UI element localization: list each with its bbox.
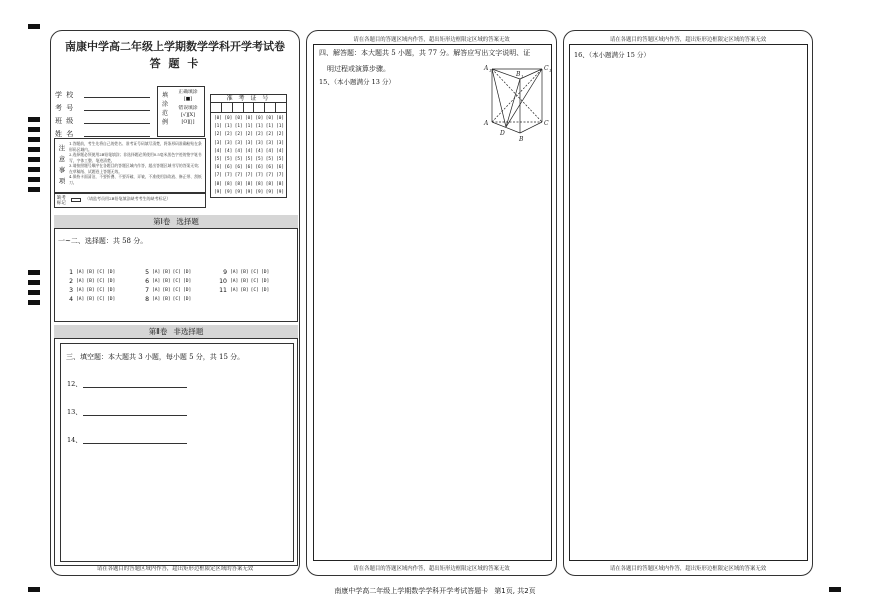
page-footer (0, 586, 870, 596)
digit-bubble[interactable]: [9] (255, 189, 264, 195)
section1-name: 选择题 (176, 217, 199, 226)
vertex-label-d: D (500, 130, 505, 137)
vertex-sub-c1: 1 (549, 68, 552, 73)
digit-bubble[interactable]: [1] (224, 124, 233, 130)
digit-bubble[interactable]: [1] (245, 124, 253, 130)
digit-bubble[interactable]: [2] (276, 132, 284, 138)
page-number: 第1页, 共2页 (494, 587, 536, 595)
digit-bubble[interactable]: [8] (214, 181, 222, 187)
digit-bubble[interactable]: [9] (224, 189, 233, 195)
fill-example-label: 填涂范例 (161, 92, 168, 126)
digit-bubble[interactable]: [3] (276, 140, 284, 146)
digit-bubble[interactable]: [4] (224, 148, 233, 154)
mc-question-number: 8 (145, 296, 149, 303)
mc-option-bubble[interactable]: [A] (152, 279, 161, 284)
card-title: 答 题 卡 (149, 57, 201, 70)
exam-title: 南康中学高二年级上学期数学学科开学考试卷 (65, 40, 285, 53)
mc-option-bubble[interactable]: [B] (162, 279, 171, 284)
mc-option-bubble[interactable]: [B] (162, 270, 171, 275)
digit-bubble[interactable]: [5] (234, 156, 243, 162)
mc-question-number: 9 (223, 269, 227, 276)
digit-bubble[interactable]: [0] (224, 116, 233, 121)
vertex-label-a1: A (484, 65, 489, 72)
vertex-sub-b1: 1 (521, 74, 524, 79)
digit-bubble[interactable]: [6] (224, 165, 233, 171)
vertex-label-b: B (519, 136, 524, 143)
mc-option-bubble[interactable]: [A] (230, 279, 239, 284)
digit-bubble[interactable]: [9] (245, 189, 253, 195)
digit-bubble[interactable]: [3] (224, 140, 233, 146)
section2-name: 非选择题 (173, 327, 204, 336)
digit-bubble[interactable]: [4] (214, 148, 222, 154)
digit-bubble[interactable]: [6] (214, 165, 222, 171)
note-line: 1.答题前，考生先将自己的姓名、准考证号码填写清楚，将条形码准确粘贴在条形码区域内。 (69, 141, 202, 152)
section1-part: 第Ⅰ卷 (153, 217, 171, 226)
mc-option-bubble[interactable]: [D] (106, 270, 116, 275)
mc-question-number: 10 (219, 278, 227, 285)
wrong-fill-mark: [O][|] (181, 120, 195, 125)
digit-bubble[interactable]: [4] (276, 148, 284, 154)
mc-option-bubble[interactable]: [D] (182, 297, 192, 302)
digit-bubble[interactable]: [7] (276, 173, 284, 179)
notes-label: 注意事项 (58, 144, 66, 185)
digit-bubble[interactable]: [2] (234, 132, 243, 138)
digit-bubble[interactable]: [4] (245, 148, 253, 154)
digit-bubble[interactable]: [0] (255, 116, 264, 121)
mc-option-bubble[interactable]: [D] (260, 270, 270, 275)
mc-option-bubble[interactable]: [C] (250, 279, 259, 284)
mc-option-bubble[interactable]: [A] (152, 297, 161, 302)
digit-bubble[interactable]: [6] (276, 165, 284, 171)
mc-question-number: 2 (69, 278, 73, 285)
digit-bubble[interactable]: [1] (234, 124, 243, 130)
correct-fill-label: 正确填涂 (178, 90, 198, 95)
panel-footer-warning: 请在各题目的答题区域内作答，超出矩形边框限定区域的答案无效 (96, 566, 254, 572)
q15-title: 15、（本小题满分 13 分） (319, 78, 395, 86)
mc-option-bubble[interactable]: [B] (162, 297, 171, 302)
digit-bubble[interactable]: [8] (234, 181, 243, 187)
mc-option-bubble[interactable]: [D] (182, 288, 192, 293)
mc-title: 一~二、选择题：共 58 分。 (58, 237, 148, 245)
digit-bubble[interactable]: [9] (265, 189, 274, 195)
digit-bubble[interactable]: [1] (214, 124, 222, 130)
mc-option-bubble[interactable]: [C] (172, 297, 181, 302)
absent-instructions: （请监考员用2B铅笔填涂缺考考生的缺考标记） (85, 196, 171, 201)
mc-option-bubble[interactable]: [B] (86, 279, 95, 284)
vertex-label-c1: C (544, 65, 549, 72)
digit-bubble[interactable]: [8] (224, 181, 233, 187)
panel-header-warning: 请在各题目的答题区域内作答，超出矩形边框限定区域的答案无效 (353, 37, 510, 43)
mc-option-bubble[interactable]: [C] (96, 279, 105, 284)
wrong-fill-mark: [√][X] (181, 113, 195, 118)
digit-bubble[interactable]: [7] (224, 173, 233, 179)
q4-instructions-2: 明过程或演算步骤。 (327, 65, 390, 73)
mc-question-number: 7 (145, 287, 149, 294)
name-label: 姓 名 (55, 130, 75, 138)
digit-bubble[interactable]: [2] (224, 132, 233, 138)
digit-bubble[interactable]: [2] (255, 132, 264, 138)
panel-footer-warning: 请在各题目的答题区域内作答，超出矩形边框限定区域的答案无效 (353, 566, 510, 572)
wrong-fill-label: 错误填涂 (178, 106, 198, 111)
vertex-label-c: C (544, 120, 549, 127)
mc-option-bubble[interactable]: [A] (76, 297, 85, 302)
digit-bubble[interactable]: [3] (234, 140, 243, 146)
mc-question-number: 5 (145, 269, 149, 276)
school-label: 学 校 (55, 91, 75, 99)
digit-bubble[interactable]: [7] (245, 173, 253, 179)
mc-option-bubble[interactable]: [C] (250, 288, 259, 293)
note-line: 3.请按照题号顺序在各题目的答题区域内作答，超出答题区域书写的答案无效；在草稿纸、试题卷上答题无效。 (69, 163, 202, 174)
mc-option-bubble[interactable]: [D] (106, 288, 116, 293)
mc-option-bubble[interactable]: [D] (260, 288, 270, 293)
digit-bubble[interactable]: [5] (224, 156, 233, 162)
mc-option-bubble[interactable]: [D] (182, 270, 192, 275)
digit-bubble[interactable]: [3] (265, 140, 274, 146)
digit-bubble[interactable]: [6] (265, 165, 274, 171)
mc-option-bubble[interactable]: [D] (106, 279, 116, 284)
mc-option-bubble[interactable]: [C] (96, 270, 105, 275)
answer-panel-middle (306, 30, 557, 576)
digit-bubble[interactable]: [0] (276, 116, 284, 121)
correct-fill-mark: [■] (183, 97, 193, 102)
mc-option-bubble[interactable]: [A] (230, 288, 239, 293)
question-16-area[interactable] (569, 44, 808, 561)
mc-option-bubble[interactable]: [A] (76, 270, 85, 275)
digit-bubble[interactable]: [2] (265, 132, 274, 138)
digit-bubble[interactable]: [5] (265, 156, 274, 162)
note-line: 2.选择题必须使用2B铅笔填涂；非选择题必须使用0.5毫米黑色字迹的签字笔书写，字体工整、笔迹清楚。 (69, 152, 202, 163)
note-line: 4.保持卡面清洁，不要折叠、不要弄破、弄皱，不准使用涂改液、修正带、刮纸刀。 (69, 174, 202, 185)
mc-option-bubble[interactable]: [B] (240, 270, 249, 275)
absent-label: 缺考标记 (57, 196, 66, 206)
digit-bubble[interactable]: [4] (255, 148, 264, 154)
exam-number-title: 准 考 证 号 (211, 95, 286, 103)
digit-bubble[interactable]: [5] (245, 156, 253, 162)
mc-question-number: 4 (69, 296, 73, 303)
mc-question-number: 11 (219, 287, 227, 294)
digit-bubble[interactable]: [6] (245, 165, 253, 171)
digit-bubble[interactable]: [1] (265, 124, 274, 130)
mc-option-bubble[interactable]: [B] (86, 270, 95, 275)
mc-option-bubble[interactable]: [D] (182, 279, 192, 284)
digit-bubble[interactable]: [7] (234, 173, 243, 179)
mc-option-bubble[interactable]: [B] (240, 288, 249, 293)
digit-bubble[interactable]: [7] (214, 173, 222, 179)
mc-option-bubble[interactable]: [A] (230, 270, 239, 275)
digit-bubble[interactable]: [7] (265, 173, 274, 179)
digit-bubble[interactable]: [4] (234, 148, 243, 154)
prism-figure (482, 61, 562, 145)
digit-bubble[interactable]: [5] (276, 156, 284, 162)
digit-bubble[interactable]: [2] (245, 132, 253, 138)
class-label: 班 级 (55, 117, 75, 125)
digit-bubble[interactable]: [9] (214, 189, 222, 195)
footer-title: 南康中学高二年级上学期数学学科开学考试答题卡 (334, 587, 489, 595)
blank-13-label: 13、 (67, 408, 82, 416)
digit-bubble[interactable]: [4] (265, 148, 274, 154)
vertex-sub-a1: 1 (489, 68, 492, 73)
blank-14-label: 14、 (67, 436, 82, 444)
digit-bubble[interactable]: [9] (276, 189, 284, 195)
digit-bubble[interactable]: [0] (245, 116, 253, 121)
blank-12-label: 12、 (67, 380, 82, 388)
mc-option-bubble[interactable]: [C] (96, 288, 105, 293)
mc-option-bubble[interactable]: [A] (152, 288, 161, 293)
digit-bubble[interactable]: [9] (234, 189, 243, 195)
mc-option-bubble[interactable]: [B] (86, 288, 95, 293)
exam-no-label: 考 号 (55, 104, 75, 112)
mc-option-bubble[interactable]: [A] (76, 288, 85, 293)
digit-bubble[interactable]: [8] (276, 181, 284, 187)
mc-option-bubble[interactable]: [B] (162, 288, 171, 293)
digit-bubble[interactable]: [5] (214, 156, 222, 162)
panel-footer-warning: 请在各题目的答题区域内作答，超出矩形边框限定区域的答案无效 (609, 566, 767, 572)
digit-bubble[interactable]: [8] (255, 181, 264, 187)
digit-bubble[interactable]: [3] (214, 140, 222, 146)
mc-question-number: 6 (145, 278, 149, 285)
digit-bubble[interactable]: [1] (276, 124, 284, 130)
digit-bubble[interactable]: [7] (255, 173, 264, 179)
digit-bubble[interactable]: [8] (245, 181, 253, 187)
mc-option-bubble[interactable]: [C] (96, 297, 105, 302)
registration-mark (28, 24, 40, 29)
mc-option-bubble[interactable]: [A] (152, 270, 161, 275)
section2-part: 第Ⅱ卷 (148, 327, 168, 336)
panel-header-warning: 请在各题目的答题区域内作答，超出矩形边框限定区域的答案无效 (609, 37, 767, 43)
q16-title: 16、（本小题满分 15 分） (574, 51, 650, 59)
digit-bubble[interactable]: [3] (255, 140, 264, 146)
mc-option-bubble[interactable]: [B] (240, 279, 249, 284)
mc-option-bubble[interactable]: [C] (250, 270, 259, 275)
digit-bubble[interactable]: [0] (265, 116, 274, 121)
mc-option-bubble[interactable]: [C] (172, 270, 181, 275)
question-15-area[interactable] (313, 44, 552, 561)
vertex-label-a: A (484, 120, 489, 127)
mc-option-bubble[interactable]: [C] (172, 279, 181, 284)
mc-question-number: 3 (69, 287, 73, 294)
answer-panel-left (50, 30, 300, 576)
vertex-label-b1: B (516, 71, 521, 78)
mc-question-number: 1 (69, 269, 73, 276)
digit-bubble[interactable]: [2] (214, 132, 222, 138)
digit-bubble[interactable]: [8] (265, 181, 274, 187)
mc-option-bubble[interactable]: [A] (76, 279, 85, 284)
mc-option-bubble[interactable]: [B] (86, 297, 95, 302)
digit-bubble[interactable]: [0] (234, 116, 243, 121)
mc-option-bubble[interactable]: [D] (260, 279, 270, 284)
digit-bubble[interactable]: [0] (214, 116, 222, 121)
fill-blank-title: 三、填空题：本大题共 3 小题，每小题 5 分，共 15 分。 (66, 353, 245, 361)
digit-bubble[interactable]: [5] (255, 156, 264, 162)
digit-bubble[interactable]: [3] (245, 140, 253, 146)
digit-bubble[interactable]: [1] (255, 124, 264, 130)
digit-bubble[interactable]: [6] (234, 165, 243, 171)
answer-panel-right (563, 30, 813, 576)
q4-instructions-1: 四、解答题：本大题共 5 小题，共 77 分。解答应写出文字说明、证 (319, 49, 531, 57)
mc-option-bubble[interactable]: [D] (106, 297, 116, 302)
digit-bubble[interactable]: [6] (255, 165, 264, 171)
mc-option-bubble[interactable]: [C] (172, 288, 181, 293)
